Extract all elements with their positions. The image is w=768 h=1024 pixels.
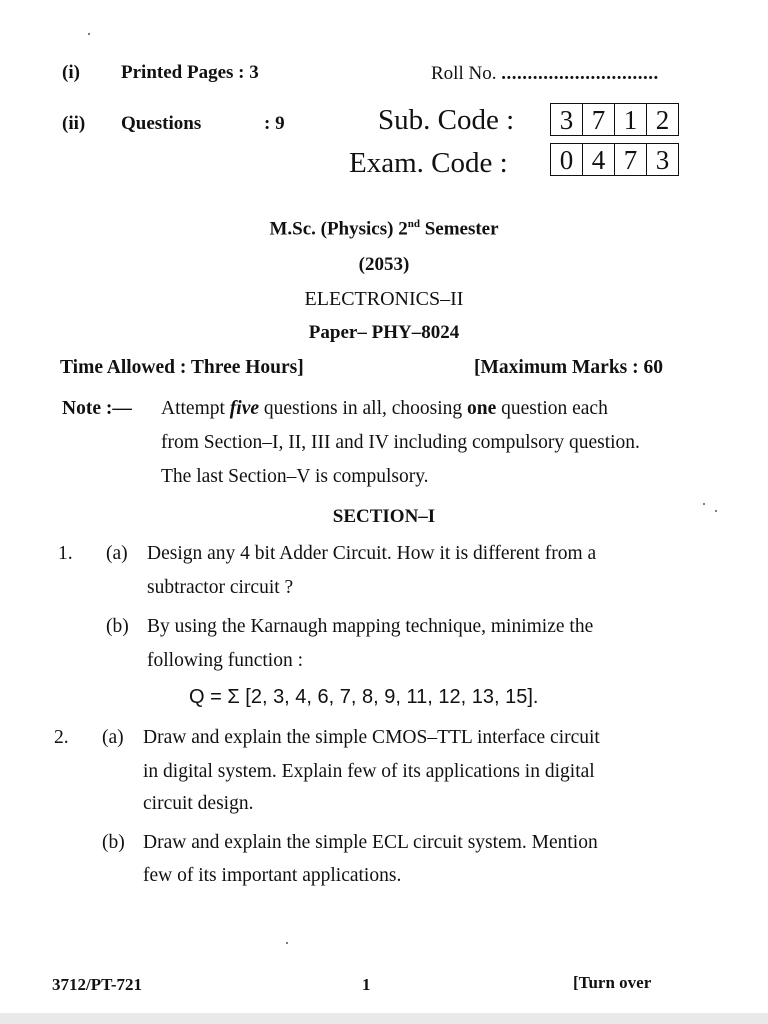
- footer-paper-code: 3712/PT-721: [52, 975, 143, 994]
- paper-code: Paper– PHY–8024: [308, 322, 460, 343]
- question-part-label: (b): [102, 832, 125, 853]
- program-semester: Semester: [419, 218, 499, 240]
- paper-year: (2053): [358, 254, 410, 275]
- question-text-line: subtractor circuit ?: [147, 577, 294, 598]
- question-part-label: (a): [102, 727, 124, 748]
- note-line-3: The last Section–V is compulsory.: [161, 466, 429, 487]
- scan-speck: [88, 33, 90, 35]
- page-number: 1: [362, 975, 371, 994]
- sub-code-boxes: [550, 103, 679, 136]
- question-number: 2.: [54, 727, 69, 748]
- exam-code-boxes: [550, 143, 679, 176]
- note-text: questions in all, choosing: [259, 398, 468, 419]
- subject-title: ELECTRONICS–II: [304, 288, 464, 310]
- sub-code-digit: 7: [582, 104, 614, 135]
- questions-label: Questions: [121, 113, 202, 134]
- question-part-label: (a): [106, 543, 128, 564]
- question-text-line: following function :: [147, 650, 303, 671]
- note-emphasis-one: one: [467, 398, 497, 419]
- questions-value: : 9: [264, 113, 285, 134]
- sub-code-digit: 2: [646, 104, 678, 135]
- maximum-marks: [Maximum Marks : 60: [474, 357, 664, 378]
- question-part-label: (b): [106, 616, 129, 637]
- sub-code-digit: 1: [614, 104, 646, 135]
- note-line-1: [161, 398, 608, 420]
- program-title: [0, 218, 768, 240]
- scan-speck: [286, 942, 288, 944]
- questions-number: (ii): [62, 113, 86, 134]
- scan-speck: [715, 510, 717, 512]
- question-text-line: in digital system. Explain few of its applications in digital: [143, 761, 595, 782]
- exam-code-digit: 4: [582, 144, 614, 175]
- note-label: Note :—: [62, 398, 132, 419]
- question-text-line: By using the Karnaugh mapping technique, minimize the: [147, 616, 594, 637]
- scan-speck: [703, 503, 705, 505]
- program-superscript: nd: [407, 218, 420, 230]
- note-text: question each: [496, 398, 608, 419]
- program-name: M.Sc. (Physics) 2: [269, 218, 408, 240]
- question-text-line: circuit design.: [143, 793, 254, 814]
- exam-code-digit: 0: [559, 145, 574, 175]
- section-title: SECTION–I: [332, 506, 436, 527]
- boolean-equation: Q = Σ [2, 3, 4, 6, 7, 8, 9, 11, 12, 13, 15].: [189, 686, 539, 708]
- question-text-line: Design any 4 bit Adder Circuit. How it is different from a: [147, 543, 597, 564]
- note-text: Attempt: [161, 398, 230, 419]
- question-text-line: Draw and explain the simple CMOS–TTL interface circuit: [143, 727, 600, 748]
- question-number: 1.: [58, 543, 73, 564]
- printed-pages-number: (i): [62, 62, 80, 83]
- exam-code-label: Exam. Code :: [349, 147, 508, 179]
- scan-bottom-edge: [0, 1013, 768, 1024]
- note-line-2: from Section–I, II, III and IV including compulsory question.: [161, 432, 640, 453]
- time-allowed: Time Allowed : Three Hours]: [60, 357, 304, 378]
- note-emphasis-five: five: [229, 398, 260, 419]
- exam-code-digit: 3: [646, 144, 678, 175]
- printed-pages-label: Printed Pages : 3: [121, 62, 259, 83]
- question-text-line: few of its important applications.: [143, 865, 402, 886]
- sub-code-label: Sub. Code :: [378, 104, 515, 136]
- roll-number-dots: ..............................: [501, 63, 659, 84]
- turn-over: [Turn over: [573, 973, 652, 992]
- roll-number-field: [431, 63, 659, 85]
- exam-code-digit: 7: [614, 144, 646, 175]
- sub-code-digit: 3: [559, 105, 574, 135]
- roll-number-label: Roll No.: [431, 63, 497, 84]
- question-text-line: Draw and explain the simple ECL circuit system. Mention: [143, 832, 598, 853]
